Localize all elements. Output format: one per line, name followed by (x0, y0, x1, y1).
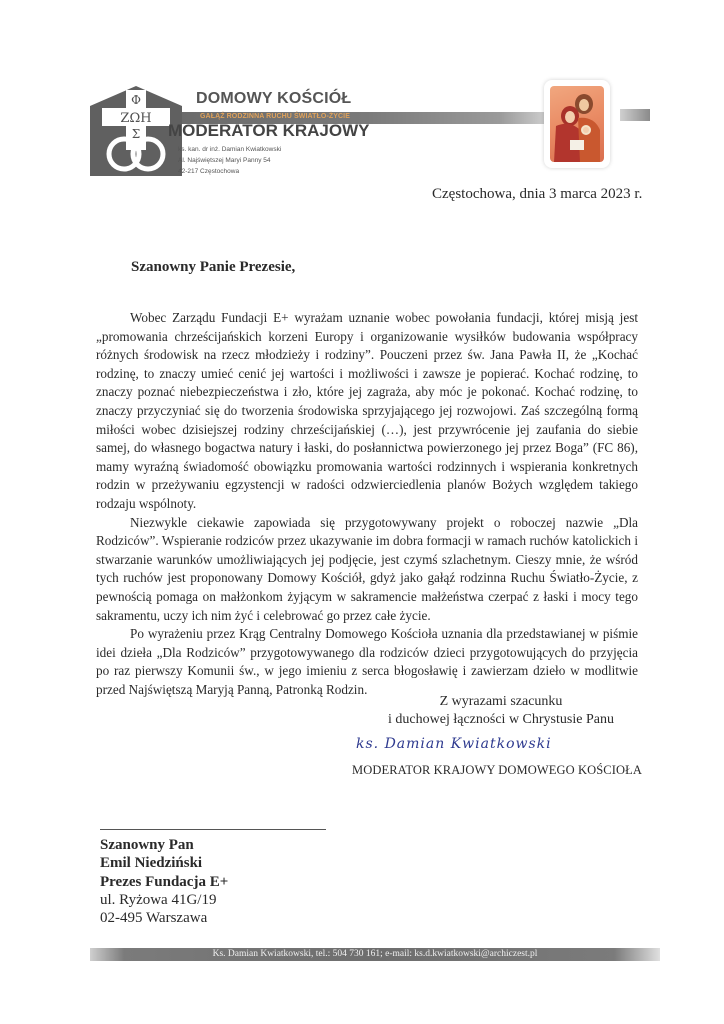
sender-address (178, 144, 281, 177)
sender-name: ks. kan. dr inż. Damian Kwiatkowski (178, 146, 282, 153)
letter-date: Częstochowa, dnia 3 marca 2023 r. (432, 186, 643, 202)
signatory-title: MODERATOR KRAJOWY DOMOWEGO KOŚCIOŁA (352, 763, 642, 777)
organization-subtitle: GAŁĄŹ RODZINNA RUCHU ŚWIATŁO-ŻYCIE (200, 113, 350, 120)
sender-role: MODERATOR KRAJOWY (168, 121, 370, 140)
sender-city: 42-217 Częstochowa (178, 168, 240, 175)
letter-body (96, 309, 638, 699)
holy-family-icon (550, 86, 604, 162)
organization-title: DOMOWY KOŚCIÓŁ (196, 90, 352, 107)
address-divider (100, 829, 326, 830)
body-paragraph-1: Wobec Zarządu Fundacji E+ wyrażam uznanie wobec powołania fundacji, której misją jest „promowania chrześcijańskich korzeni Europy i organizowanie wysiłków budowania współpracy różnych środowisk na rzecz młodzieży i rodziny”. Pouczeni przez św. Jana Pawła II, że „Kochać rodzinę, to znaczy umieć cenić jej wartości i możliwości i zawsze je popierać. Kochać rodzinę, to znaczy poznać niebezpieczeństwa i zło, które jej zagraża, aby móc je pokonać. Kochać rodzinę, to znaczy przyczyniać się do tworzenia środowiska sprzyjającego jej rozwojowi. Zaś szczególną formą miłości wobec dzisiejszej rodziny chrześcijańskiej (…), jest przywrócenie jej zaufania do siebie samej, do własnego bogactwa natury i łaski, do posłannictwa powierzonego jej przez Boga” (FC 86), mamy wyraźną świadomość obowiązku promowania wartości rodzinnych i wspierania konkretnych rodzin w przeżywaniu egzystencji w radości odzwierciedlenia planów Bożych względem takiego rodzaju wspólnoty. (96, 310, 638, 511)
logo-zoe: ΖΩΗ (120, 111, 152, 126)
recipient-name: Emil Niedziński (100, 855, 203, 872)
recipient-city: 02-495 Warszawa (100, 910, 208, 927)
body-paragraph-2: Niezwykle ciekawie zapowiada się przygotowywany projekt o roboczej nazwie „Dla Rodziców”. Wspieranie rodziców przez ukazywanie im dobra formacji w ramach ruchów katolickich i stwarzanie warunków umożliwiających jej podjęcie, jest czymś szlachetnym. Cieszy mnie, że wśród tych ruchów jest proponowany Domowy Kościół, gdyż jako gałąź rodzinna Ruchu Światło-Życie, z pewnością pomaga on małżonkom żyjącym w sakramencie małżeństwa czerpać z łaski i mocy tego sakramentu, uczy ich nim żyć i celebrować go przez całe życie. (96, 514, 638, 623)
closing-line-2: i duchowej łączności w Chrystusie Panu (388, 712, 614, 727)
footer-bar (90, 948, 660, 961)
footer-contact: Ks. Damian Kwiatkowski, tel.: 504 730 161; e-mail: ks.d.kwiatkowski@archiczest.pl (212, 949, 538, 959)
holy-family-icon-frame (544, 80, 610, 168)
closing (356, 693, 646, 729)
salutation: Szanowny Panie Prezesie, (131, 259, 296, 275)
recipient-street: ul. Ryżowa 41G/19 (100, 891, 217, 908)
closing-line-1: Z wyrazami szacunku (439, 694, 563, 709)
recipient-position: Prezes Fundacja E+ (100, 873, 229, 890)
logo-sigma: Σ (131, 127, 141, 141)
recipient-block (100, 836, 228, 927)
recipient-greeting: Szanowny Pan (100, 837, 194, 853)
logo-phi: Φ (131, 93, 141, 107)
sender-street: Al. Najświętszej Maryi Panny 54 (178, 157, 271, 164)
handwritten-signature: ks. Damian Kwiatkowski (356, 736, 552, 752)
letterhead-bar-end (620, 109, 650, 121)
body-paragraph-3: Po wyrażeniu przez Krąg Centralny Domowego Kościoła uznania dla przedstawianej w piśmie idei dzieła „Dla Rodziców” przygotowywanego dla rodziców dzieci przygotowujących do przyjęcia po raz pierwszy Komunii św., w jego imieniu z serca błogosławię i zawierzam dzieło w modlitwie przed Najświętszą Maryją Panną, Patronką Rodzin. (96, 626, 638, 697)
